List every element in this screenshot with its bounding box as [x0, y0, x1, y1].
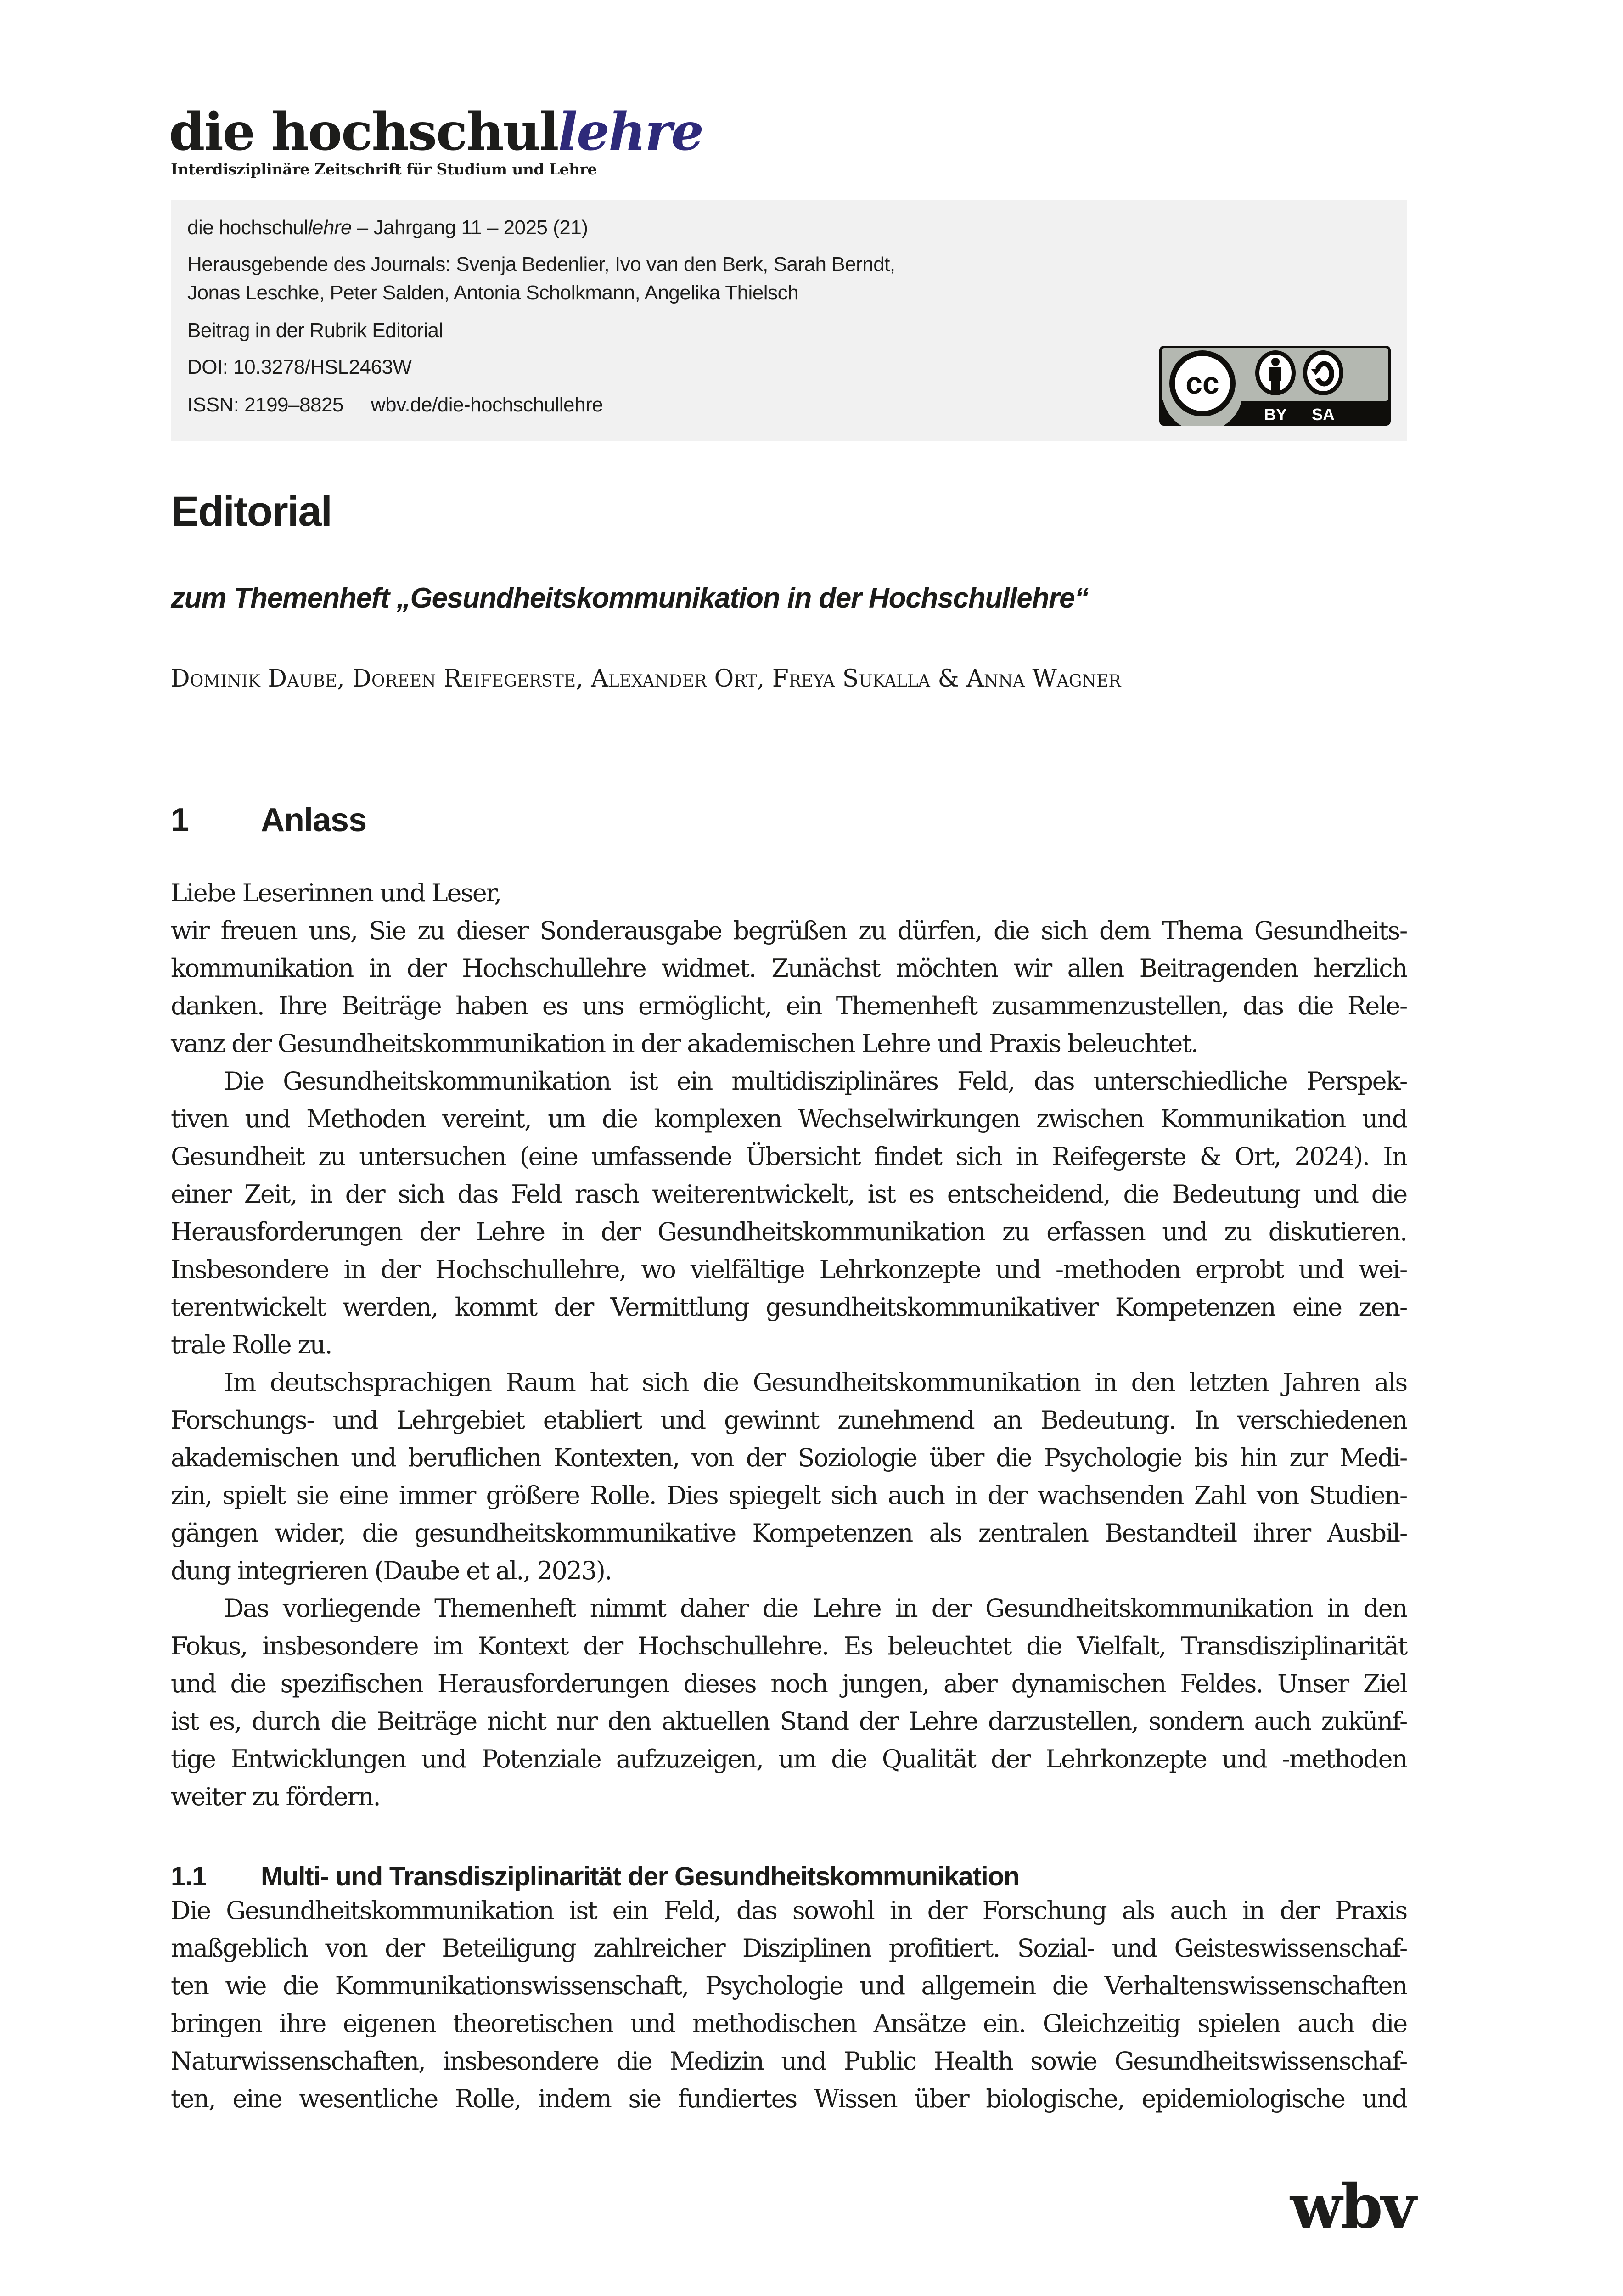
section-heading-1 — [171, 804, 366, 837]
text-line: Im deutschsprachigen Raum hat sich die Gesundheitskommunikation in den letzten Jahren als — [224, 1368, 1407, 1397]
masthead-subtitle: Interdisziplinäre Zeitschrift für Studium und Lehre — [171, 160, 597, 178]
section-number: 1.1 — [171, 1862, 207, 1891]
text-line: ten wie die Kommunikationswissenschaft, Psychologie und allgemein die Verhaltenswissenschaften — [171, 1971, 1407, 2000]
issn-label: ISSN: 2199–8825 — [187, 394, 343, 416]
badge-label-by: BY — [1264, 405, 1287, 424]
text-line: danken. Ihre Beiträge haben es uns ermöglicht, ein Themenheft zusammenzustellen, das die Rele- — [171, 991, 1407, 1020]
badge-label-sa: SA — [1311, 405, 1335, 424]
text-line: maßgeblich von der Beteiligung zahlreicher Disziplinen profitiert. Sozial- und Geisteswissenschaf- — [171, 1934, 1407, 1963]
editors-line-1: Herausgebende des Journals: Svenja Bedenlier, Ivo van den Berk, Sarah Berndt, — [187, 253, 895, 276]
masthead-title-main: die hochschul — [169, 102, 558, 162]
text-line: vanz der Gesundheitskommunikation in der akademischen Lehre und Praxis beleuchtet. — [171, 1029, 1198, 1058]
section-1-body — [171, 874, 1407, 1816]
text-line: ten, eine wesentliche Rolle, indem sie fundiertes Wissen über biologische, epidemiologische und — [171, 2084, 1407, 2113]
text-line: Das vorliegende Themenheft nimmt daher die Lehre in der Gesundheitskommunikation in den — [224, 1594, 1407, 1623]
text-line: kommunikation in der Hochschullehre widmet. Zunächst möchten wir allen Beitragenden herzlich — [171, 954, 1407, 983]
article-subtitle: zum Themenheft „Gesundheitskommunikation in der Hochschullehre“ — [171, 582, 1089, 614]
text-line: bringen ihre eigenen theoretischen und methodischen Ansätze ein. Gleichzeitig spielen auch die — [171, 2009, 1407, 2038]
journal-volume: – Jahrgang 11 – 2025 (21) — [351, 216, 588, 239]
cc-icon-text: cc — [1185, 366, 1219, 400]
text-line: terentwickelt werden, kommt der Vermittlung gesundheitskommunikativer Kompetenzen eine zen- — [171, 1293, 1407, 1322]
attribution-icon — [1255, 350, 1296, 395]
text-line: Insbesondere in der Hochschullehre, wo vielfältige Lehrkonzepte und -methoden erprobt und wei- — [171, 1255, 1407, 1284]
license-badge-graphic — [1159, 345, 1391, 426]
section-1-1-body — [171, 1892, 1407, 2118]
publisher-logo: wbv — [1290, 2171, 1415, 2242]
article-title: Editorial — [171, 488, 332, 535]
masthead-title-accent: lehre — [558, 102, 703, 162]
journal-name-main: die hochschul — [187, 216, 308, 239]
text-line: tiven und Methoden vereint, um die komplexen Wechselwirkungen zwischen Kommunikation und — [171, 1104, 1407, 1133]
text-line: Herausforderungen der Lehre in der Gesundheitskommunikation zu erfassen und zu diskutieren. — [171, 1217, 1407, 1246]
text-line: Gesundheit zu untersuchen (eine umfassende Übersicht findet sich in Reifegerste & Ort, 2024). In — [171, 1142, 1407, 1171]
article-authors: Dominik Daube, Doreen Reifegerste, Alexander Ort, Freya Sukalla & Anna Wagner — [171, 665, 1121, 692]
text-line: gängen wider, die gesundheitskommunikative Kompetenzen als zentralen Bestandteil ihrer Ausbil- — [171, 1519, 1407, 1548]
section-title: Anlass — [261, 802, 367, 838]
section-heading-1-1 — [171, 1863, 1019, 1890]
text-line: tige Entwicklungen und Potenziale aufzuzeigen, um die Qualität der Lehrkonzepte und -methoden — [171, 1745, 1407, 1773]
doi-label[interactable]: DOI: 10.3278/HSL2463W — [187, 356, 412, 378]
text-line: weiter zu fördern. — [171, 1782, 380, 1811]
text-line: und die spezifischen Herausforderungen dieses noch jungen, aber dynamischen Feldes. Unser Ziel — [171, 1669, 1407, 1698]
text-line: Naturwissenschaften, insbesondere die Medizin und Public Health sowie Gesundheitswissenschaf- — [171, 2047, 1407, 2076]
text-line: Liebe Leserinnen und Leser, — [171, 878, 501, 907]
text-line: Die Gesundheitskommunikation ist ein multidisziplinäres Feld, das unterschiedliche Perspek- — [224, 1067, 1407, 1096]
text-line: einer Zeit, in der sich das Feld rasch weiterentwickelt, ist es entscheidend, die Bedeutung und die — [171, 1180, 1407, 1209]
rubric-label: Beitrag in der Rubrik Editorial — [187, 319, 443, 342]
text-line: ist es, durch die Beiträge nicht nur den aktuellen Stand der Lehre darzustellen, sondern auch zukünf- — [171, 1707, 1407, 1736]
journal-url-link[interactable]: wbv.de/die-hochschullehre — [371, 394, 603, 416]
issn-url-line — [187, 395, 603, 415]
section-number: 1 — [171, 802, 189, 838]
editors-line-2: Jonas Leschke, Peter Salden, Antonia Scholkmann, Angelika Thielsch — [187, 281, 799, 304]
text-line: Die Gesundheitskommunikation ist ein Feld, das sowohl in der Forschung als auch in der Praxis — [171, 1896, 1407, 1925]
text-line: trale Rolle zu. — [171, 1330, 332, 1359]
text-line: zin, spielt sie eine immer größere Rolle. Dies spiegelt sich auch in der wachsenden Zahl von Studien- — [171, 1481, 1407, 1510]
text-line: dung integrieren (Daube et al., 2023). — [171, 1556, 612, 1585]
share-alike-icon — [1303, 350, 1343, 395]
text-line: Fokus, insbesondere im Kontext der Hochschullehre. Es beleuchtet die Vielfalt, Transdisziplinarität — [171, 1632, 1407, 1660]
section-title: Multi- und Transdisziplinarität der Gesundheitskommunikation — [261, 1862, 1020, 1891]
journal-masthead — [169, 102, 703, 162]
journal-issue-line — [187, 218, 588, 238]
text-line: Forschungs- und Lehrgebiet etabliert und gewinnt zunehmend an Bedeutung. In verschiedenen — [171, 1406, 1407, 1435]
cc-by-sa-license-badge[interactable] — [1159, 345, 1391, 426]
journal-name-accent: lehre — [308, 216, 352, 239]
text-line: akademischen und beruflichen Kontexten, von der Soziologie über die Psychologie bis hin zur Medi- — [171, 1443, 1407, 1472]
text-line: wir freuen uns, Sie zu dieser Sonderausgabe begrüßen zu dürfen, die sich dem Thema Gesundheits- — [171, 916, 1407, 945]
